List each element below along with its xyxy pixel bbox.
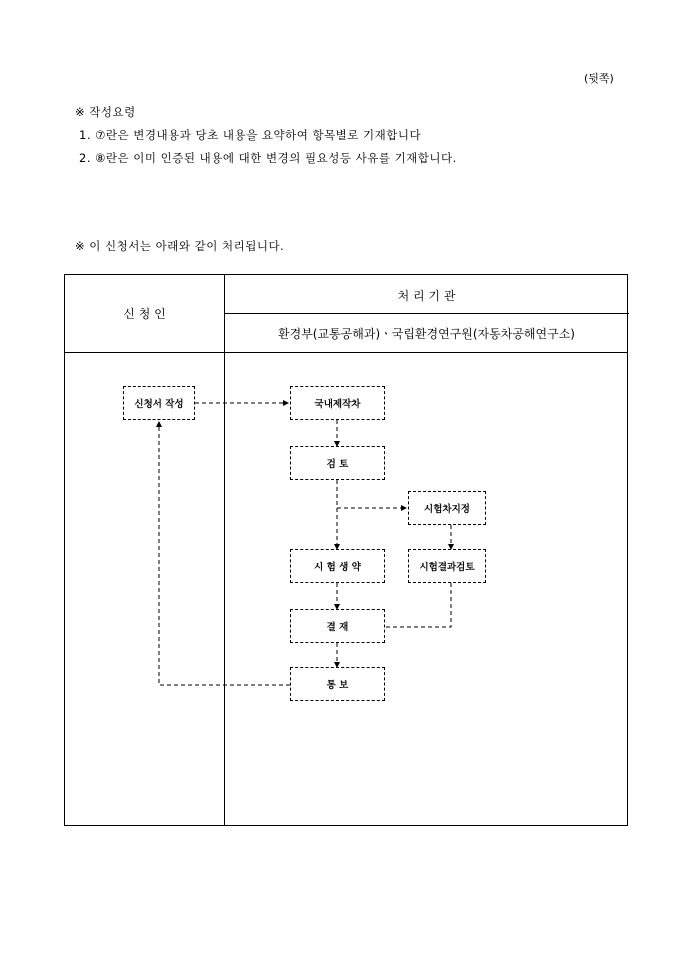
step-test-result-review: 시험결과검토: [408, 549, 486, 583]
agency-names: 환경부(교통공해과)ㆍ국립환경연구원(자동차공해연구소): [278, 327, 575, 341]
applicant-header: 신 청 인: [123, 307, 166, 321]
process-note: ※ 이 신청서는 아래와 같이 처리됩니다.: [75, 239, 285, 253]
instructions-title: ※ 작성요령: [75, 105, 136, 119]
step-approval: 결 재: [290, 609, 385, 643]
agency-header: 처 리 기 관: [397, 289, 456, 303]
step-review: 검 토: [290, 446, 385, 480]
step-test-vehicle: 시험차지정: [408, 491, 486, 525]
step-receipt: 국내제작차: [290, 386, 385, 420]
arrow-result-to-approval: [380, 583, 451, 627]
arrow-notify-to-applicant: [159, 422, 290, 685]
instruction-item-1: 1. ⑦란은 변경내용과 당초 내용을 요약하여 항목별로 기재합니다: [79, 128, 422, 142]
page-side-label: (뒷쪽): [584, 72, 614, 85]
step-test-contract: 시 험 생 약: [290, 549, 385, 583]
step-apply: 신청서 작성: [123, 386, 195, 420]
step-notify: 통 보: [290, 667, 385, 701]
instruction-item-2: 2. ⑧란은 이미 인증된 내용에 대한 변경의 필요성등 사유를 기재합니다.: [79, 151, 457, 165]
